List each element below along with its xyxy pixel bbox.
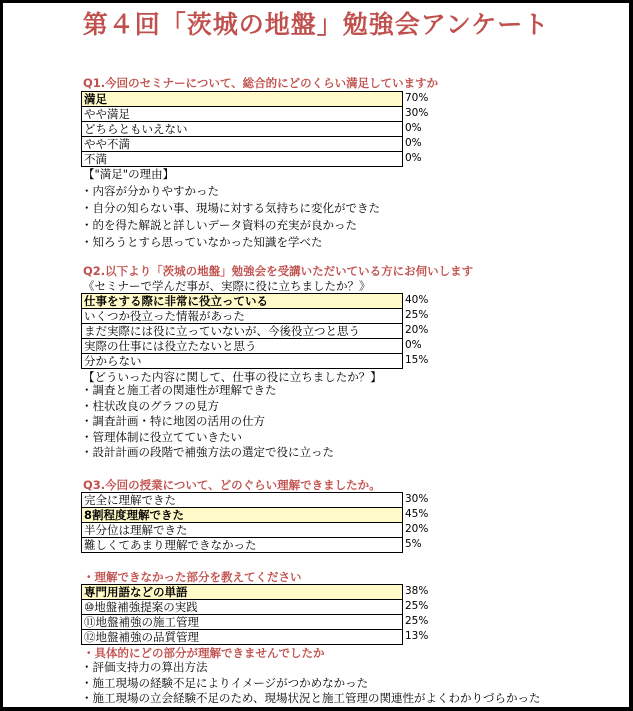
q4-option-row xyxy=(82,600,402,615)
q3-option-pct: 45% xyxy=(405,508,429,520)
list-item: ・ 管理体制に役立てていきたい xyxy=(81,430,334,446)
q2-option-pct: 15% xyxy=(405,354,429,366)
q1-option-label: どちらともいえない xyxy=(84,122,188,136)
q2-option-row xyxy=(82,339,402,354)
q2-question: Q2.以下より「茨城の地盤」勉強会を受講いただいている方にお伺いします xyxy=(83,264,474,278)
q2-option-row xyxy=(82,354,402,369)
q1-reason-list xyxy=(81,183,380,251)
q1-option-row xyxy=(82,122,402,137)
q3-option-pct: 5% xyxy=(405,538,422,550)
q3-option-label: 8割程度理解できた xyxy=(84,508,185,522)
q1-option-label: 満足 xyxy=(84,92,107,106)
q2-option-row xyxy=(82,309,402,324)
q4-options-table xyxy=(81,584,403,645)
q3-option-pct: 20% xyxy=(405,523,429,535)
q1-option-pct: 70% xyxy=(405,92,429,104)
q4-option-pct: 25% xyxy=(405,615,429,627)
q1-option-pct: 0% xyxy=(405,122,422,134)
q2-option-label: まだ実際には役に立っていないが、今後役立つと思う xyxy=(84,324,360,338)
q4-option-pct: 38% xyxy=(405,585,429,597)
q1-option-row xyxy=(82,152,402,167)
q3-option-label: 難しくてあまり理解できなかった xyxy=(84,538,257,552)
q2-option-pct: 25% xyxy=(405,309,429,321)
list-item: ・ 自分の知らない事、現場に対する気持ちに変化ができた xyxy=(81,200,380,217)
q4-percentages xyxy=(405,584,428,644)
q2-option-row xyxy=(82,324,402,339)
q1-option-label: 不満 xyxy=(84,152,107,166)
q4-option-row xyxy=(82,630,402,645)
q2-percentages xyxy=(405,293,428,368)
q3-percentages xyxy=(405,492,428,552)
list-item: ・ 的を得た解説と詳しいデータ資料の充実が良かった xyxy=(81,217,380,234)
list-item: ・ 内容が分かりやすかった xyxy=(81,183,380,200)
list-item: ・ 設計計画の段階で補強方法の選定で役に立った xyxy=(81,445,334,461)
q3-option-label: 半分位は理解できた xyxy=(84,523,188,537)
q4-option-row xyxy=(82,585,402,600)
q2-options-table xyxy=(81,293,403,369)
q1-options-table xyxy=(81,91,403,167)
q2-option-label: 実際の仕事には役立たないと思う xyxy=(84,339,257,353)
q4-option-row xyxy=(82,615,402,630)
q1-question: Q1.今回のセミナーについて、総合的にどのくらい満足していますか xyxy=(83,76,439,90)
q4-option-label: ⑫地盤補強の品質管理 xyxy=(84,630,199,644)
q1-option-label: やや不満 xyxy=(84,137,130,151)
survey-title: 第４回「茨城の地盤」勉強会アンケート xyxy=(82,10,550,39)
list-item: ・ 評価支持力の算出方法 xyxy=(81,660,541,676)
list-item: ・ 施工現場の立会経験不足のため、現場状況と施工管理の関連性がよくわかりづらかった xyxy=(81,691,541,707)
q4-option-label: 専門用語などの単語 xyxy=(84,585,188,599)
q2-option-pct: 40% xyxy=(405,294,429,306)
q3-option-row xyxy=(82,538,402,553)
list-item: ・ 調査計画・特に地図の活用の仕方 xyxy=(81,414,334,430)
q2-reason-list xyxy=(81,383,334,461)
q2-option-row xyxy=(82,294,402,309)
list-item: ・ 施工現場の経験不足によりイメージがつかめなかった xyxy=(81,676,541,692)
q1-option-pct: 0% xyxy=(405,152,422,164)
q4-option-pct: 25% xyxy=(405,600,429,612)
q1-option-label: やや満足 xyxy=(84,107,130,121)
q3-options-table xyxy=(81,492,403,553)
q4-detail-title: ・具体的にどの部分が理解できませんでしたか xyxy=(83,646,325,660)
q3-option-label: 完全に理解できた xyxy=(84,493,176,507)
q1-percentages xyxy=(405,91,428,166)
q1-option-pct: 0% xyxy=(405,137,422,149)
q2-option-pct: 20% xyxy=(405,324,429,336)
q3-option-row xyxy=(82,493,402,508)
q4-question: ・理解できなかった部分を教えてください xyxy=(83,570,302,584)
q4-option-pct: 13% xyxy=(405,630,429,642)
list-item: ・ 知ろうとすら思っていなかった知識を学べた xyxy=(81,234,380,251)
q2-option-pct: 0% xyxy=(405,339,422,351)
list-item: ・ 柱状改良のグラフの見方 xyxy=(81,399,334,415)
q1-option-row xyxy=(82,137,402,152)
q2-option-label: 仕事をする際に非常に役立っている xyxy=(84,294,268,308)
q2-subquestion: 《セミナーで学んだ事が、実際に役に立ちましたか？》 xyxy=(83,279,371,293)
q3-option-row xyxy=(82,508,402,523)
q3-question: Q3.今回の授業について、どのぐらい理解できましたか。 xyxy=(83,478,381,492)
q3-option-pct: 30% xyxy=(405,493,429,505)
q1-option-row xyxy=(82,107,402,122)
q3-option-row xyxy=(82,523,402,538)
q2-reason-title: 【どういった内容に関して、仕事の役に立ちましたか？】 xyxy=(83,370,382,384)
q1-option-pct: 30% xyxy=(405,107,429,119)
q4-detail-list xyxy=(81,660,541,707)
q2-option-label: 分からない xyxy=(84,354,142,368)
q4-option-label: ⑩地盤補強提案の実践 xyxy=(84,600,198,614)
list-item: ・ 調査と施工者の関連性が理解できた xyxy=(81,383,334,399)
q2-option-label: いくつか役立った情報があった xyxy=(84,309,245,323)
q1-option-row xyxy=(82,92,402,107)
q1-reason-title: 【"満足"の理由】 xyxy=(83,167,175,181)
q4-option-label: ⑪地盤補強の施工管理 xyxy=(84,615,199,629)
